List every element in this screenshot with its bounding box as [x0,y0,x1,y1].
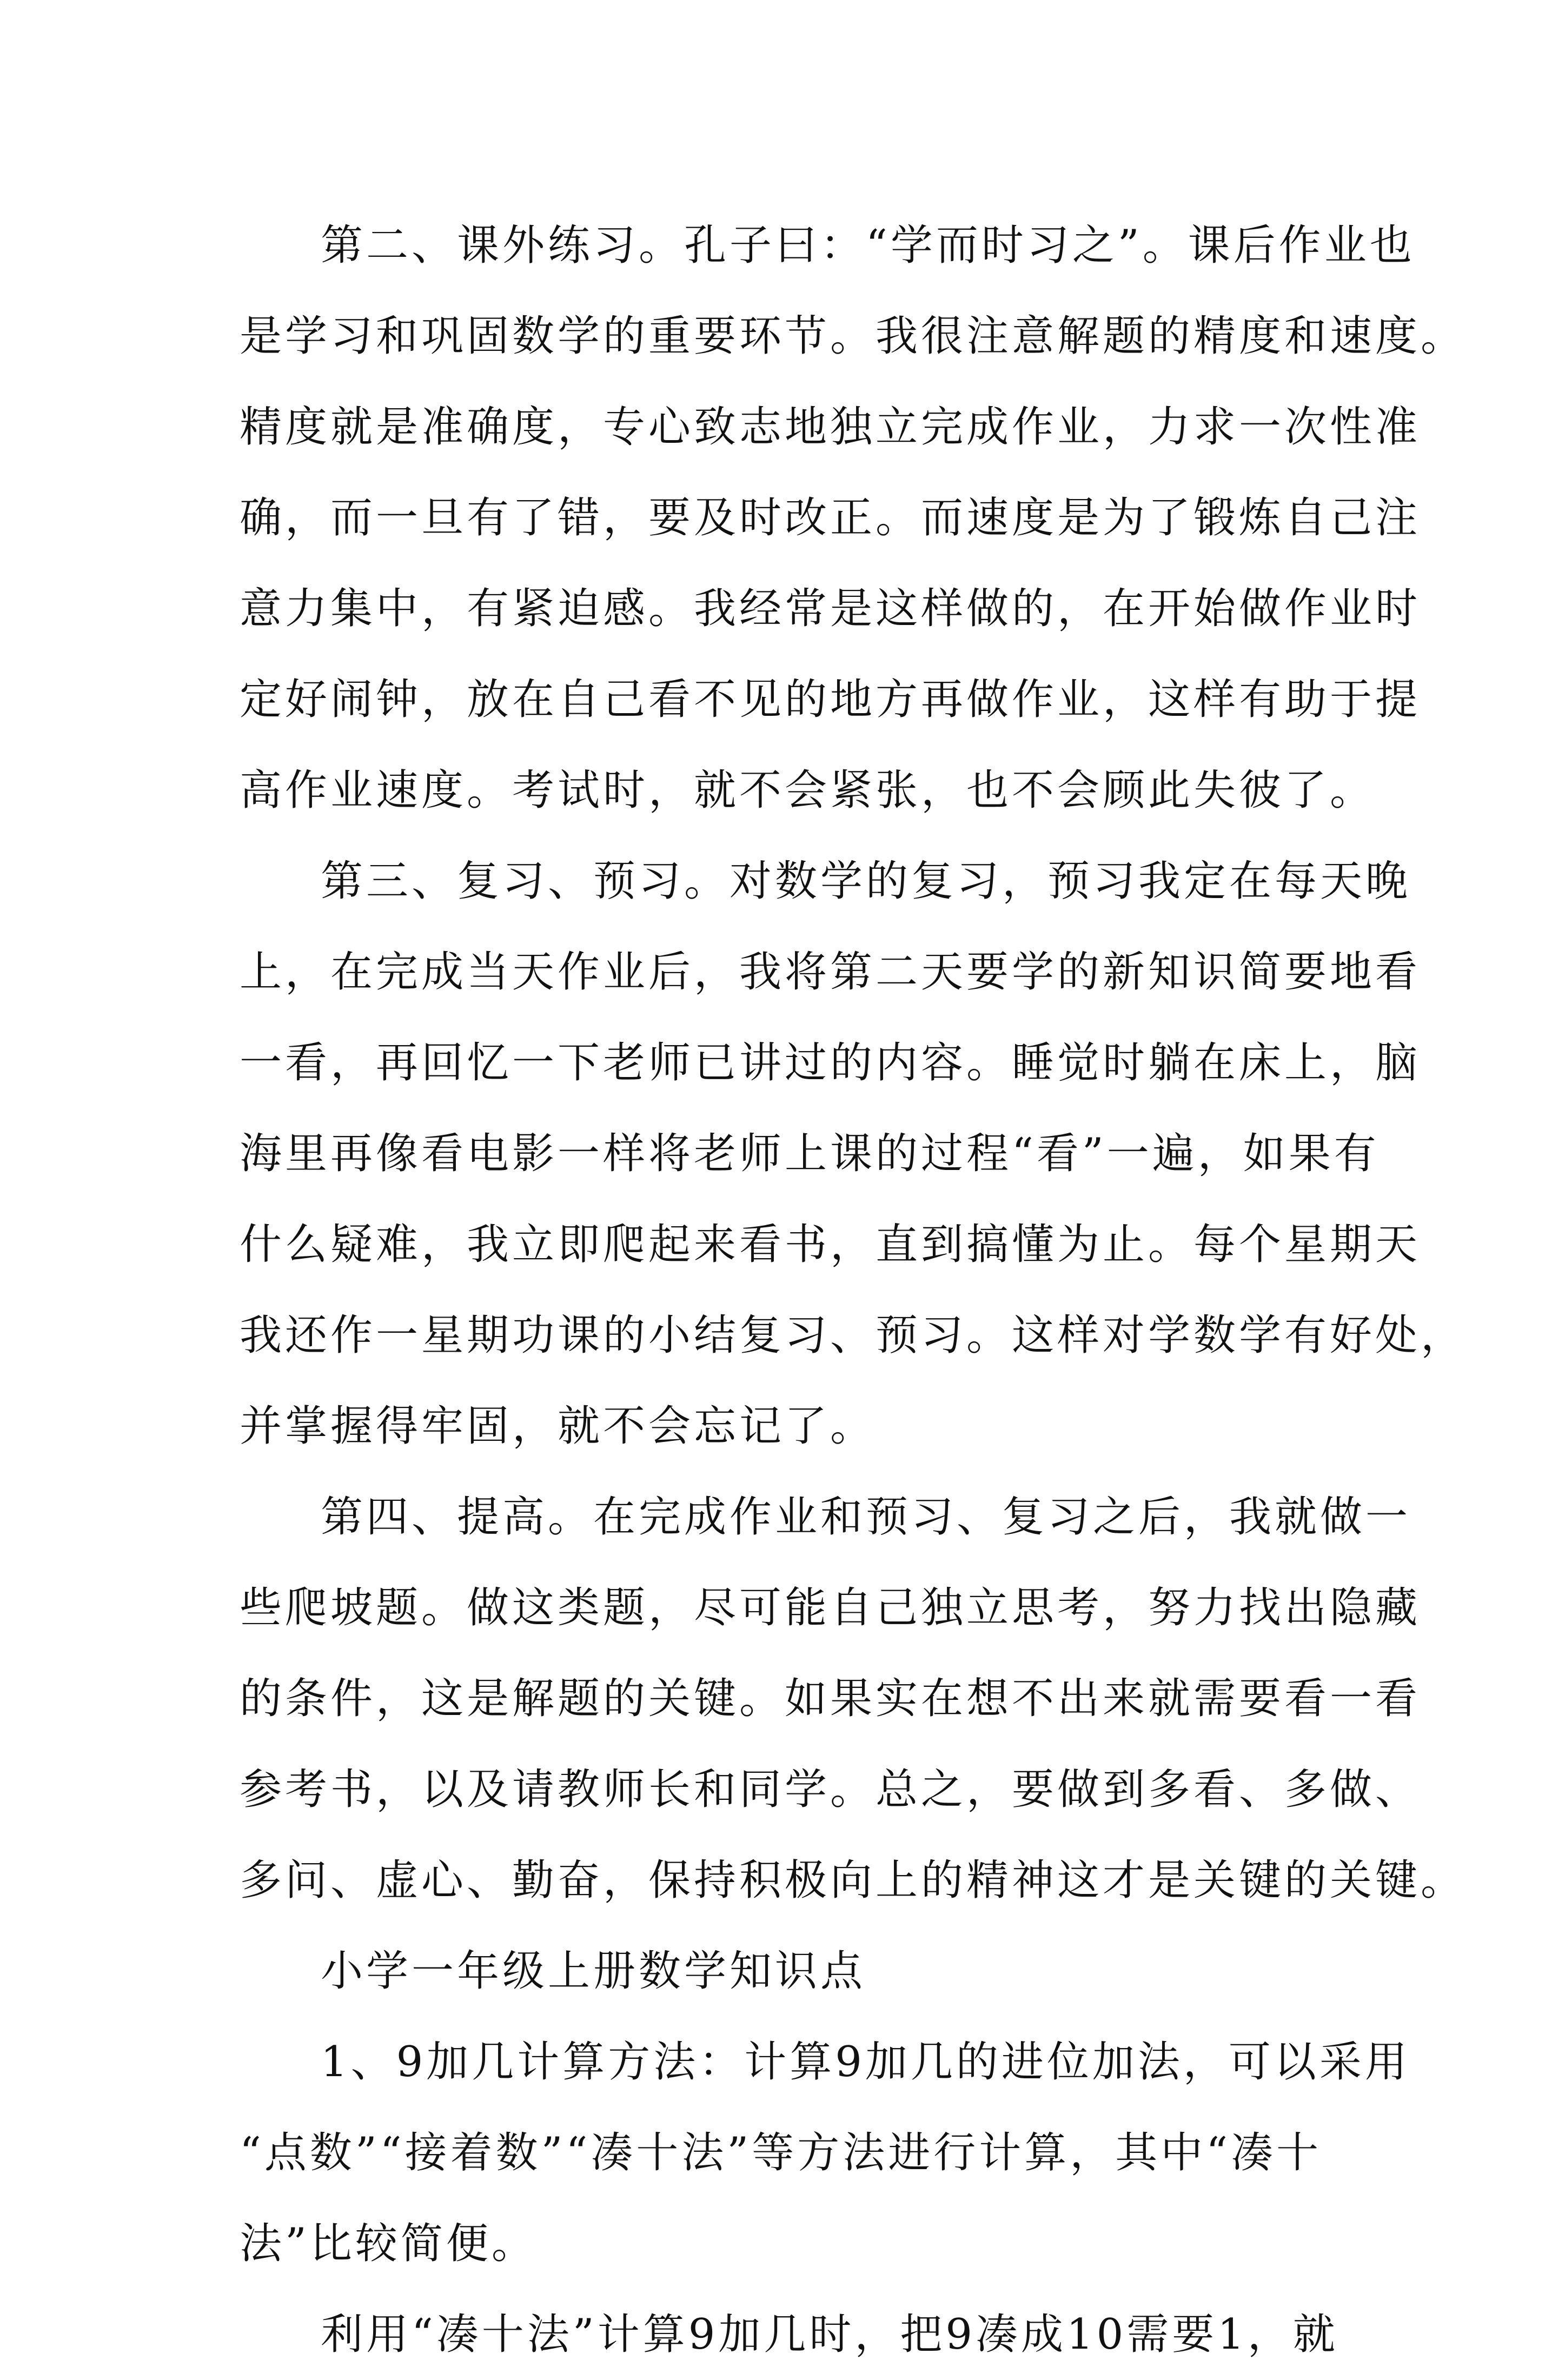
paragraph-line: 什么疑难，我立即爬起来看书，直到搞懂为止。每个星期天 [240,1220,1421,1269]
paragraph-line: 海里再像看电影一样将老师上课的过程“看”一遍，如果有 [240,1129,1380,1178]
paragraph-line: 多问、虚心、勤奋，保持积极向上的精神这才是关键的关键。 [240,1856,1467,1905]
paragraph-line: 一看，再回忆一下老师已讲过的内容。睡觉时躺在床上，脑 [240,1039,1421,1087]
paragraph-line: 是学习和巩固数学的重要环节。我很注意解题的精度和速度。 [240,312,1467,361]
paragraph-line: 1、9加几计算方法：计算9加几的进位加法，可以采用 [321,2038,1410,2086]
paragraph-line: 确，而一旦有了错，要及时改正。而速度是为了锻炼自己注 [240,494,1421,542]
paragraph-line: “点数”“接着数”“凑十法”等方法进行计算，其中“凑十 [240,2129,1322,2177]
paragraph-line: 并掌握得牢固，就不会忘记了。 [240,1402,876,1451]
paragraph-line: 利用“凑十法”计算9加几时，把9凑成10需要1，就 [321,2310,1338,2359]
paragraph-line: 的条件，这是解题的关键。如果实在想不出来就需要看一看 [240,1674,1421,1723]
paragraph-line: 些爬坡题。做这类题，尽可能自己独立思考，努力找出隐藏 [240,1584,1421,1632]
paragraph-line: 意力集中，有紧迫感。我经常是这样做的，在开始做作业时 [240,584,1421,633]
paragraph-line: 参考书，以及请教师长和同学。总之，要做到多看、多做、 [240,1765,1421,1814]
paragraph-line: 高作业速度。考试时，就不会紧张，也不会顾此失彼了。 [240,766,1376,815]
paragraph-line: 第四、提高。在完成作业和预习、复习之后，我就做一 [321,1493,1411,1541]
paragraph-line: 法”比较简便。 [240,2219,537,2268]
paragraph-line: 定好闹钟，放在自己看不见的地方再做作业，这样有助于提 [240,675,1421,724]
paragraph-line: 上，在完成当天作业后，我将第二天要学的新知识简要地看 [240,948,1421,996]
paragraph-line: 我还作一星期功课的小结复习、预习。这样对学数学有好处， [240,1311,1467,1360]
paragraph-line: 第三、复习、预习。对数学的复习，预习我定在每天晚 [321,857,1411,906]
paragraph-line: 第二、课外练习。孔子曰：“学而时习之”。课后作业也 [321,221,1415,270]
paragraph-line: 精度就是准确度，专心致志地独立完成作业，力求一次性准 [240,403,1421,451]
body-text [240,200,1467,2380]
section-heading: 小学一年级上册数学知识点 [321,1947,866,1996]
